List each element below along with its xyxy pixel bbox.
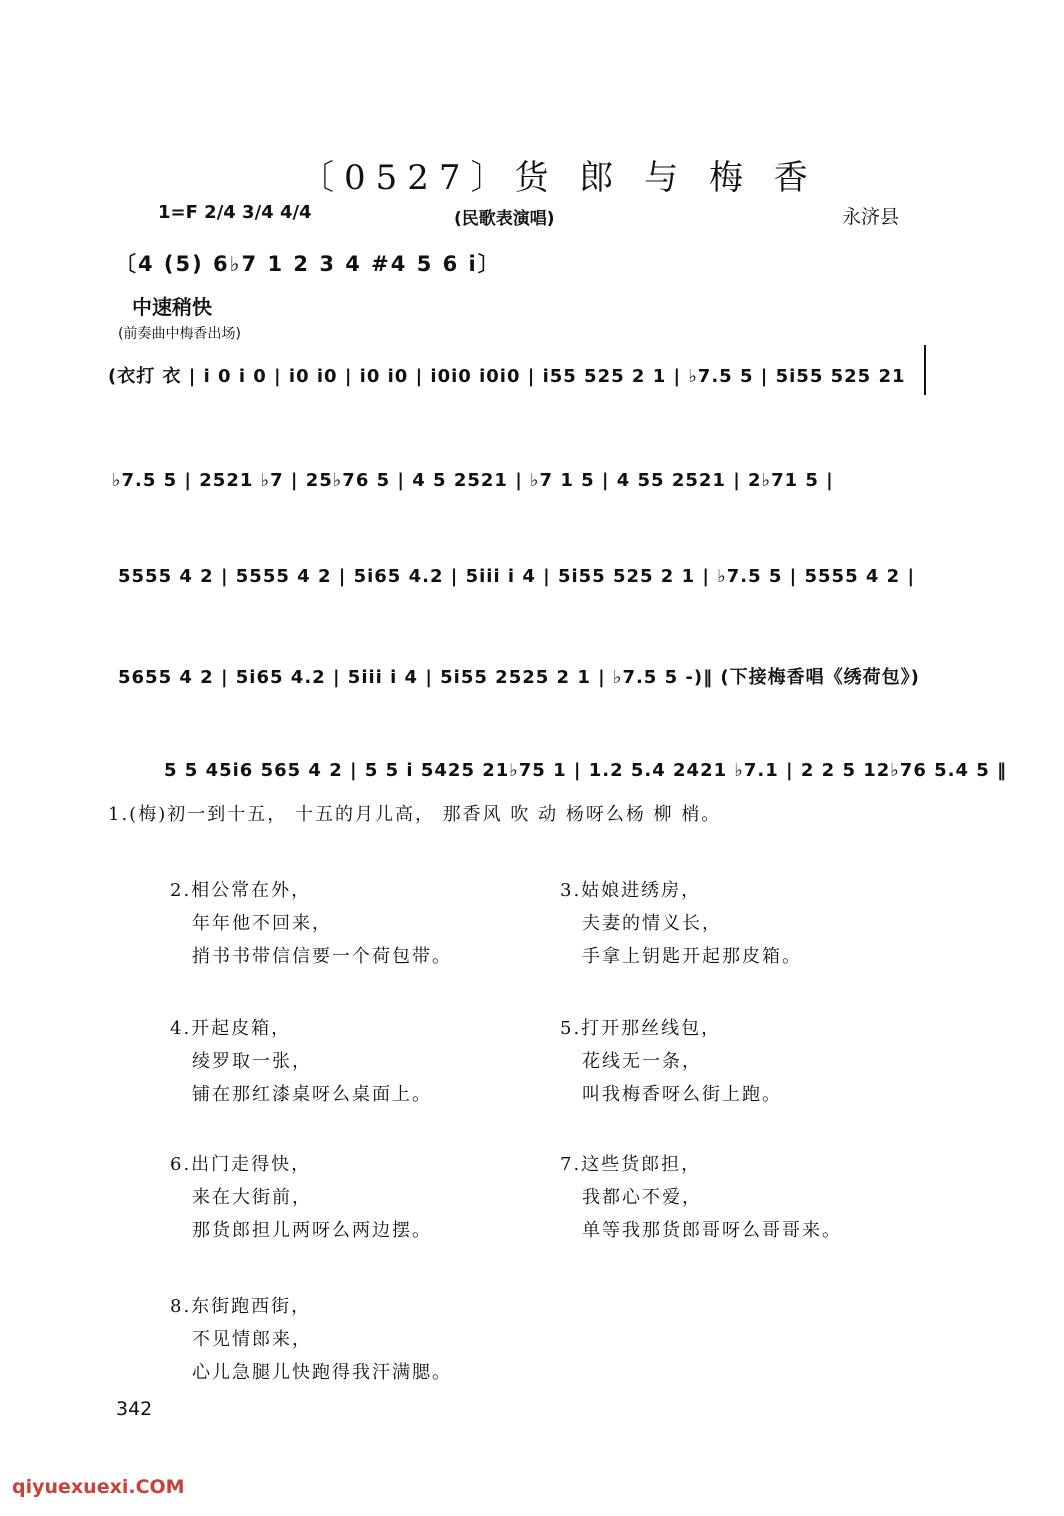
verse-line: 年年他不回来， <box>192 913 332 934</box>
lyric-line-1: 1.(梅)初一到十五， 十五的月儿高， 那香风 吹 动 杨呀么杨 柳 梢。 <box>108 804 722 825</box>
page-number: 342 <box>116 1398 153 1420</box>
verse-line: 6.出门走得快， <box>170 1154 312 1175</box>
verse-2 <box>170 874 452 973</box>
verse-line: 不见情郎来， <box>192 1329 312 1350</box>
verse-line: 我都心不爱， <box>582 1187 702 1208</box>
prelude-note: (前奏曲中梅香出场) <box>118 326 241 342</box>
verse-8 <box>170 1290 452 1389</box>
origin-label: 永济县 <box>842 206 900 228</box>
notation-line-3: 5555 4 2 | 5555 4 2 | 5i65 4.2 | 5iii i 4 | 5i55 525 2 1 | ♭7.5 5 | 5555 4 2 | <box>118 566 916 587</box>
verse-line: 5.打开那丝线包， <box>560 1018 722 1039</box>
notation-line-2: ♭7.5 5 | 2521 ♭7 | 25♭76 5 | 4 5 2521 | ♭7 1 5 | 4 55 2521 | 2♭71 5 | <box>112 470 834 491</box>
verse-3 <box>560 874 802 973</box>
verse-7 <box>560 1148 842 1247</box>
verse-line: 2.相公常在外， <box>170 880 312 901</box>
barline <box>924 345 926 395</box>
verse-line: 夫妻的情义长， <box>582 913 722 934</box>
scale-line: 〔4 (5) 6♭7 1 2 3 4 #4 5 6 i〕 <box>115 252 501 276</box>
verse-line: 叫我梅香呀么街上跑。 <box>582 1084 782 1105</box>
verse-line: 绫罗取一张， <box>192 1051 312 1072</box>
verse-line: 来在大街前， <box>192 1187 312 1208</box>
verse-6 <box>170 1148 432 1247</box>
verse-line: 4.开起皮箱， <box>170 1018 292 1039</box>
tempo-marking: 中速稍快 <box>132 295 212 319</box>
verse-line: 那货郎担儿两呀么两边摆。 <box>192 1220 432 1241</box>
performance-note: (民歌表演唱) <box>454 209 555 229</box>
verse-line: 花线无一条， <box>582 1051 702 1072</box>
verse-line: 单等我那货郎哥呀么哥哥来。 <box>582 1220 842 1241</box>
key-signature: 1=F 2/4 3/4 4/4 <box>158 202 312 223</box>
notation-line-5: 5 5 45i6 565 4 2 | 5 5 i 5425 21♭75 1 | 1.2 5.4 2421 ♭7.1 | 2 2 5 12♭76 5.4 5 ‖ <box>164 760 1008 781</box>
verse-line: 铺在那红漆桌呀么桌面上。 <box>192 1084 432 1105</box>
verse-4 <box>170 1012 432 1111</box>
notation-line-4: 5655 4 2 | 5i65 4.2 | 5iii i 4 | 5i55 2525 2 1 | ♭7.5 5 -)‖ (下接梅香唱《绣荷包》) <box>118 667 920 688</box>
verse-5 <box>560 1012 782 1111</box>
verse-line: 7.这些货郎担， <box>560 1154 702 1175</box>
verse-line: 捎书书带信信要一个荷包带。 <box>192 946 452 967</box>
notation-line-1: (衣打 衣 | i 0 i 0 | i0 i0 | i0 i0 | i0i0 i0i0 | i55 525 2 1 | ♭7.5 5 | 5i55 525 21 <box>108 366 906 387</box>
verse-line: 手拿上钥匙开起那皮箱。 <box>582 946 802 967</box>
verse-line: 3.姑娘进绣房， <box>560 880 702 901</box>
watermark: qiyuexuexi.COM <box>12 1476 185 1498</box>
verse-line: 8.东街跑西街， <box>170 1296 312 1317</box>
verse-line: 心儿急腿儿快跑得我汗满腮。 <box>192 1362 452 1383</box>
page-title: 〔0527〕货 郎 与 梅 香 <box>300 158 818 198</box>
